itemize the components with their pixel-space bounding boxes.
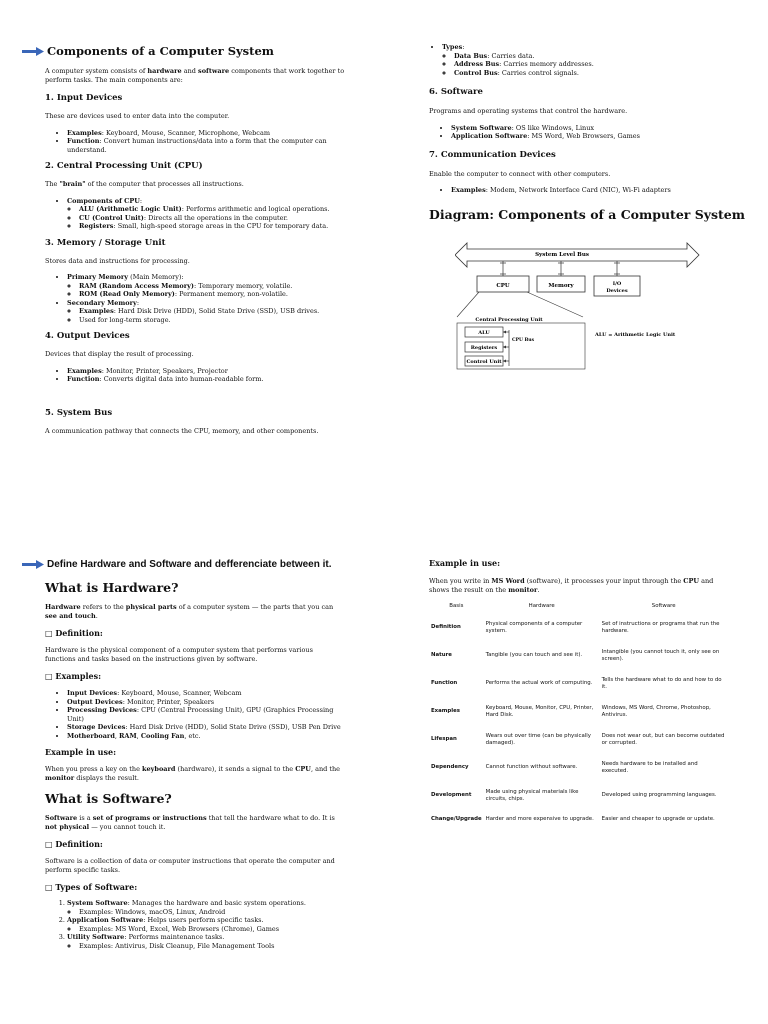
software-intro: Software is a set of programs or instructions that tell the hardware what to do. It is not physical — you cannot touch it. — [45, 814, 335, 831]
intro-paragraph: A computer system consists of hardware and software components that work together to perform tasks. The main components are: — [45, 67, 345, 84]
software-list — [429, 124, 749, 141]
list-item: • Storage Devices: Hard Disk Drive (HDD), Solid State Drive (SSD), USB Pen Drive — [67, 723, 352, 732]
memory-desc: Stores data and instructions for processing. — [45, 256, 190, 265]
software-definition-heading: □ Definition: — [45, 839, 103, 849]
list-item: ◦ Used for long-term storage. — [79, 316, 352, 325]
list-item: 3. Utility Software: Performs maintenance tasks. ◦ Examples: Antivirus, Disk Cleanup, File Management Tools — [67, 933, 352, 950]
hardware-examples-list — [45, 689, 352, 740]
list-item: ◦ Data Bus: Carries data. — [454, 52, 749, 61]
list-item: ◦ ALU (Arithmetic Logic Unit): Performs arithmetic and logical operations. — [79, 205, 352, 214]
cpu-unit-label: Central Processing Unit — [475, 316, 543, 323]
system-bus-desc: A communication pathway that connects the CPU, memory, and other components. — [45, 426, 319, 435]
cpu-heading: 2. Central Processing Unit (CPU) — [45, 161, 203, 171]
hardware-definition: Hardware is the physical component of a computer system that performs various functions and tasks based on the instructions given by software. — [45, 646, 313, 663]
software-heading: What is Software? — [45, 791, 172, 806]
io-label-line2: Devices — [606, 287, 628, 294]
table-row: Function Performs the actual work of computing. Tells the hardware what to do and how to do it. — [431, 676, 722, 690]
hardware-definition-heading: □ Definition: — [45, 628, 103, 638]
table-row: Lifespan Wears out over time (can be physically damaged). Does not wear out, but can become outdated or corrupted. — [431, 732, 725, 746]
list-item: ◦ Registers: Small, high-speed storage areas in the CPU for temporary data. — [79, 222, 352, 231]
cpu-bus-label: CPU Bus — [512, 337, 535, 343]
header-hardware: Hardware — [528, 603, 555, 610]
system-bus-label: System Level Bus — [535, 251, 589, 258]
software-definition: Software is a collection of data or computer instructions that operate the computer and perform specific tasks. — [45, 857, 335, 874]
page2-left-column — [22, 559, 352, 950]
list-item: ◦ Examples: MS Word, Excel, Web Browsers (Chrome), Games — [79, 925, 352, 934]
hardware-intro: Hardware refers to the physical parts of a computer system — the parts that you can see and touch. — [45, 603, 334, 620]
output-list — [45, 367, 352, 384]
list-item: ◦ Examples: Antivirus, Disk Cleanup, File Management Tools — [79, 942, 352, 951]
communication-list — [429, 186, 749, 195]
bus-types-list — [429, 43, 749, 77]
list-item: • Function: Convert human instructions/data into a form that the computer can understand. — [67, 137, 352, 154]
arrow-icon — [22, 560, 44, 569]
list-item: ◦ CU (Control Unit): Directs all the operations in the computer. — [79, 214, 352, 223]
output-heading: 4. Output Devices — [45, 331, 130, 341]
page2-right-column — [429, 558, 729, 830]
table-row: Examples Keyboard, Mouse, Monitor, CPU, Printer, Hard Disk. Windows, MS Word, Chrome, Photoshop, Antivirus. — [431, 704, 711, 718]
list-item: • Processing Devices: CPU (Central Processing Unit), GPU (Graphics Processing Unit) — [67, 706, 352, 723]
list-item: • System Software: OS like Windows, Linux — [451, 124, 749, 133]
list-item: • Examples: Monitor, Printer, Speakers, Projector — [67, 367, 352, 376]
list-item: • Application Software: MS Word, Web Browsers, Games — [451, 132, 749, 141]
input-devices-list — [45, 129, 352, 155]
header-software: Software — [651, 603, 676, 610]
page1-right-column — [429, 43, 749, 372]
diagram-heading: Diagram: Components of a Computer System — [429, 206, 745, 222]
list-item: • Input Devices: Keyboard, Mouse, Scanner, Webcam — [67, 689, 352, 698]
communication-heading: 7. Communication Devices — [429, 149, 556, 160]
list-item: • Output Devices: Monitor, Printer, Speakers — [67, 698, 352, 707]
list-item: • Motherboard, RAM, Cooling Fan, etc. — [67, 732, 352, 741]
arrow-icon — [22, 47, 44, 56]
table-row: Nature Tangible (you can touch and see it). Intangible (you cannot touch it, only see on screen). — [431, 648, 720, 662]
registers-label: Registers — [470, 344, 498, 351]
io-label-line1: I/O — [612, 280, 622, 287]
input-devices-heading: 1. Input Devices — [45, 93, 123, 103]
list-item: • Examples: Keyboard, Mouse, Scanner, Microphone, Webcam — [67, 129, 352, 138]
alu-label: ALU — [478, 329, 490, 336]
memory-label: Memory — [548, 282, 574, 289]
header-basis: Basis — [449, 603, 464, 610]
memory-heading: 3. Memory / Storage Unit — [45, 237, 166, 248]
cpu-desc: The "brain" of the computer that processes all instructions. — [45, 180, 244, 188]
alu-note: ALU = Arithmetic Logic Unit — [595, 331, 676, 338]
software-use-heading: Example in use: — [429, 558, 501, 568]
list-item: ◦ ROM (Read Only Memory): Permanent memory, non-volatile. — [79, 290, 352, 299]
cpu-label: CPU — [496, 282, 510, 289]
hardware-use-text: When you press a key on the keyboard (hardware), it sends a signal to the CPU, and the monitor displays the result. — [45, 765, 341, 782]
list-item: • Components of CPU: ◦ ALU (Arithmetic Logic Unit): Performs arithmetic and logical operations. ◦ CU (Control Unit): Directs all the operations in the computer. ◦ Registers: Small, high-speed storage areas in the CPU for temporary data. — [67, 197, 352, 231]
list-item: • Secondary Memory: ◦ Examples: Hard Disk Drive (HDD), Solid State Drive (SSD), USB drives. ◦ Used for long-term storage. — [67, 299, 352, 325]
cpu-list — [45, 197, 352, 231]
table-header-row — [429, 600, 728, 614]
input-devices-desc: These are devices used to enter data into the computer. — [45, 112, 230, 120]
communication-desc: Enable the computer to connect with other computers. — [429, 169, 611, 178]
control-unit-label: Control Unit — [466, 358, 502, 365]
page2-title: Define Hardware and Software and defferenciate between it. — [22, 559, 352, 570]
system-bus-heading: 5. System Bus — [45, 407, 113, 418]
software-use-text: When you write in MS Word (software), it processes your input through the CPU and shows the result on the monitor. — [429, 577, 714, 594]
page1-left-column — [22, 44, 352, 435]
list-item: 2. Application Software: Helps users perform specific tasks. ◦ Examples: MS Word, Excel, Web Browsers (Chrome), Games — [67, 916, 352, 933]
table-row: Development Made using physical materials like circuits, chips. Developed using programming languages. — [431, 788, 717, 802]
hardware-use-heading: Example in use: — [45, 747, 117, 757]
table-row: Dependency Cannot function without software. Needs hardware to be installed and executed. — [431, 760, 698, 774]
hardware-examples-heading: □ Examples: — [45, 671, 102, 681]
software-types-list — [45, 899, 352, 950]
software-types-heading: □ Types of Software: — [45, 882, 138, 892]
table-row: Change/Upgrade Harder and more expensive to upgrade. Easier and cheaper to upgrade or update. — [431, 816, 715, 823]
list-item: ◦ Examples: Windows, macOS, Linux, Android — [79, 908, 352, 917]
comparison-table — [429, 600, 728, 830]
page1-title: Components of a Computer System — [22, 44, 352, 58]
list-item: • Types: ◦ Data Bus: Carries data. ◦ Address Bus: Carries memory addresses. ◦ Control Bus: Carries control signals. — [442, 43, 749, 77]
list-item: ◦ Control Bus: Carries control signals. — [454, 69, 749, 78]
output-desc: Devices that display the result of processing. — [45, 350, 194, 358]
computer-system-diagram — [455, 242, 727, 372]
list-item: • Function: Converts digital data into human-readable form. — [67, 375, 352, 384]
list-item: ◦ RAM (Random Access Memory): Temporary memory, volatile. — [79, 282, 352, 291]
list-item: • Primary Memory (Main Memory): ◦ RAM (Random Access Memory): Temporary memory, volatile. ◦ ROM (Read Only Memory): Permanent memory, non-volatile. — [67, 273, 352, 299]
list-item: ◦ Address Bus: Carries memory addresses. — [454, 60, 749, 69]
hardware-heading: What is Hardware? — [45, 580, 179, 595]
list-item: • Examples: Modem, Network Interface Card (NIC), Wi-Fi adapters — [451, 186, 749, 195]
list-item: ◦ Examples: Hard Disk Drive (HDD), Solid State Drive (SSD), USB drives. — [79, 307, 352, 316]
software-heading: 6. Software — [429, 87, 483, 97]
list-item: 1. System Software: Manages the hardware and basic system operations. ◦ Examples: Windows, macOS, Linux, Android — [67, 899, 352, 916]
memory-list — [45, 273, 352, 324]
software-desc: Programs and operating systems that control the hardware. — [429, 107, 628, 115]
table-row: Definition Physical components of a computer system. Set of instructions or programs that run the hardware. — [431, 620, 720, 634]
